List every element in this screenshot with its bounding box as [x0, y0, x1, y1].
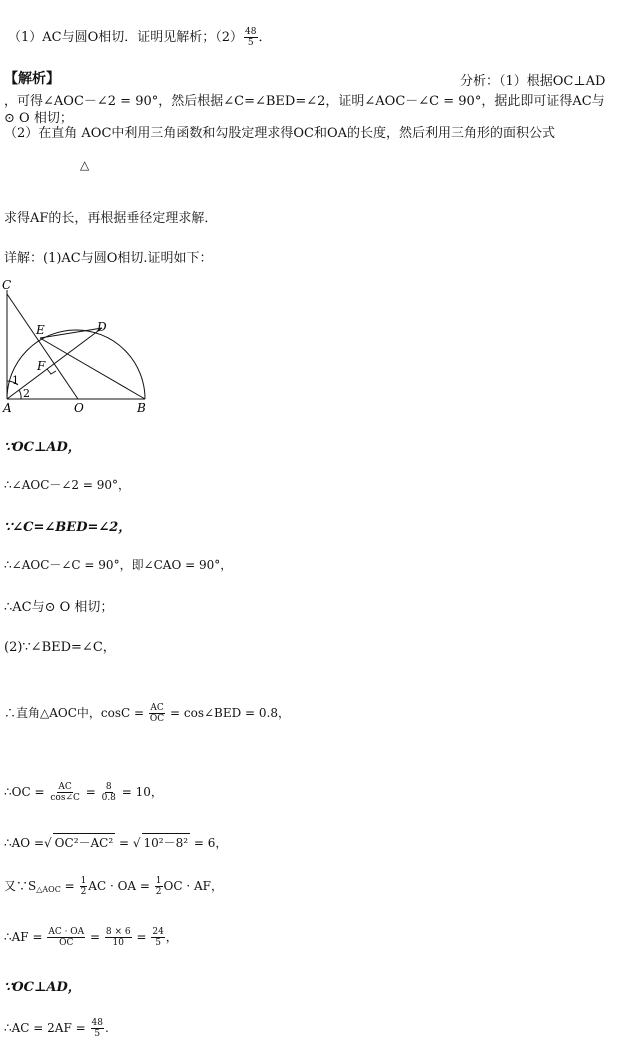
step-7-pre: ∴直角△AOC中，cosC =	[4, 706, 145, 720]
step-11-fraction-1	[47, 927, 85, 948]
label-e: E	[36, 323, 45, 337]
right-angle-mark	[47, 369, 56, 374]
step-4: ∴∠AOC－∠C = 90°，即∠CAO = 90°，	[4, 558, 233, 572]
answer-line	[8, 26, 272, 48]
label-a: A	[3, 401, 12, 415]
step-9-post: = 6，	[193, 836, 228, 850]
step-10-sub: △AOC	[36, 885, 61, 894]
step-9-pre: ∴AO =	[4, 836, 45, 850]
label-angle-2: 2	[23, 387, 30, 400]
segment-eb	[40, 338, 145, 399]
answer-end: ．	[258, 30, 272, 45]
step-3: ∵∠C=∠BED=∠2，	[4, 520, 132, 535]
segment-ed	[40, 328, 102, 338]
step-8-fraction-2	[101, 782, 117, 803]
label-b: B	[137, 401, 146, 415]
analysis-line-2: ，可得∠AOC－∠2 = 90°，然后根据∠C=∠BED=∠2，证明∠AOC－∠C = 90°，据此即可证得AC与	[4, 94, 605, 109]
analysis-line-5: 求得AF的长，再根据垂径定理求解．	[4, 211, 218, 226]
analysis-line-4: （2）在直角 AOC中利用三角函数和勾股定理求得OC和OA的长度，然后利用三角形的面积公式	[4, 126, 556, 141]
step-10-half-num-1: 1	[80, 876, 87, 886]
answer-frac-den: 5	[247, 38, 254, 48]
step-11-den-1: OC	[59, 938, 74, 948]
angle-2-arc	[19, 390, 21, 399]
step-10-eq: =	[64, 879, 75, 893]
step-11-fraction-2	[105, 927, 132, 948]
step-2: ∴∠AOC－∠2 = 90°，	[4, 478, 131, 492]
step-11-num-1: AC · OA	[48, 927, 85, 937]
label-d: D	[97, 320, 107, 334]
step-11-fraction-3	[151, 927, 164, 948]
step-1: ∵OC⊥AD，	[4, 440, 81, 455]
step-10-half-num-2: 1	[155, 876, 162, 886]
answer-fraction	[244, 27, 257, 48]
step-11: ∴AF = $\frac{AC \cdot OA}{OC}$ = $\frac{8 \times 6}{10}$ = $\frac{24}{5}$ ，	[4, 927, 178, 948]
step-9: ∴AO =√ OC²－AC² = √ 10²－8² = 6，	[4, 833, 227, 851]
label-f: F	[37, 359, 46, 373]
answer-text: （1）AC与圆O相切．证明见解析；（2）	[8, 30, 244, 45]
step-11-num-3: 24	[152, 927, 164, 937]
step-12: ∵OC⊥AD，	[4, 980, 81, 995]
step-6: (2)∵∠BED=∠C，	[4, 640, 116, 655]
step-10-half-den-2: 2	[155, 887, 162, 897]
detail-heading: 详解：(1)AC与圆O相切.证明如下：	[4, 251, 213, 266]
step-11-pre: ∴AF =	[4, 930, 43, 944]
step-13	[4, 1018, 109, 1039]
geometry-figure	[0, 278, 160, 418]
step-10	[4, 876, 223, 897]
step-8-pre: ∴OC =	[4, 785, 45, 799]
chord-ad	[7, 328, 102, 399]
step-8-num-1: AC	[58, 782, 72, 792]
step-13-den: 5	[94, 1029, 101, 1039]
step-8-den-1: cos∠C	[50, 793, 80, 803]
step-8: ∴OC = $\frac{AC}{\cos\angle C}$ = $\frac{8}{0.8}$ = 10，	[4, 782, 163, 803]
step-5: ∴AC与⊙ O 相切；	[4, 600, 114, 615]
step-7-fraction	[149, 703, 165, 724]
step-9-radicand-2: 10²－8²	[142, 833, 191, 851]
step-11-den-3: 5	[155, 938, 161, 948]
step-7-post: = cos∠BED = 0.8，	[170, 706, 290, 720]
jiexi-label: 【解析】	[4, 71, 60, 87]
label-c: C	[2, 278, 12, 292]
step-7	[4, 703, 290, 724]
step-8-fraction-1	[49, 782, 81, 803]
step-13-pre: ∴AC = 2AF =	[4, 1021, 86, 1035]
step-10-pre: 又∵S	[4, 879, 37, 893]
label-o: O	[74, 401, 84, 415]
step-10-half-2	[155, 876, 163, 897]
step-8-den-2: 0.8	[101, 793, 116, 803]
step-10-mid: AC · OA =	[88, 879, 150, 893]
step-10-post: OC · AF，	[163, 879, 223, 893]
label-angle-1: 1	[12, 374, 19, 387]
step-13-num: 48	[91, 1018, 103, 1028]
answer-frac-num: 48	[245, 27, 257, 37]
step-10-half-den-1: 2	[80, 887, 87, 897]
step-9-radicand-1: OC²－AC²	[53, 833, 116, 851]
step-8-num-2: 8	[105, 782, 112, 792]
step-13-post: .	[104, 1021, 109, 1035]
step-10-half-1	[80, 876, 88, 897]
step-11-num-2: 8 × 6	[105, 927, 131, 937]
step-7-den: OC	[149, 714, 165, 724]
step-11-post: ，	[165, 930, 178, 944]
step-7-num: AC	[150, 703, 164, 713]
triangle-symbol: △	[80, 158, 90, 172]
analysis-line-3: ⊙ O 相切；	[4, 111, 73, 126]
step-8-post: = 10，	[121, 785, 163, 799]
step-11-den-2: 10	[112, 938, 124, 948]
analysis-line-1: 分析：（1）根据OC⊥AD	[460, 74, 606, 89]
step-13-fraction	[91, 1018, 104, 1039]
